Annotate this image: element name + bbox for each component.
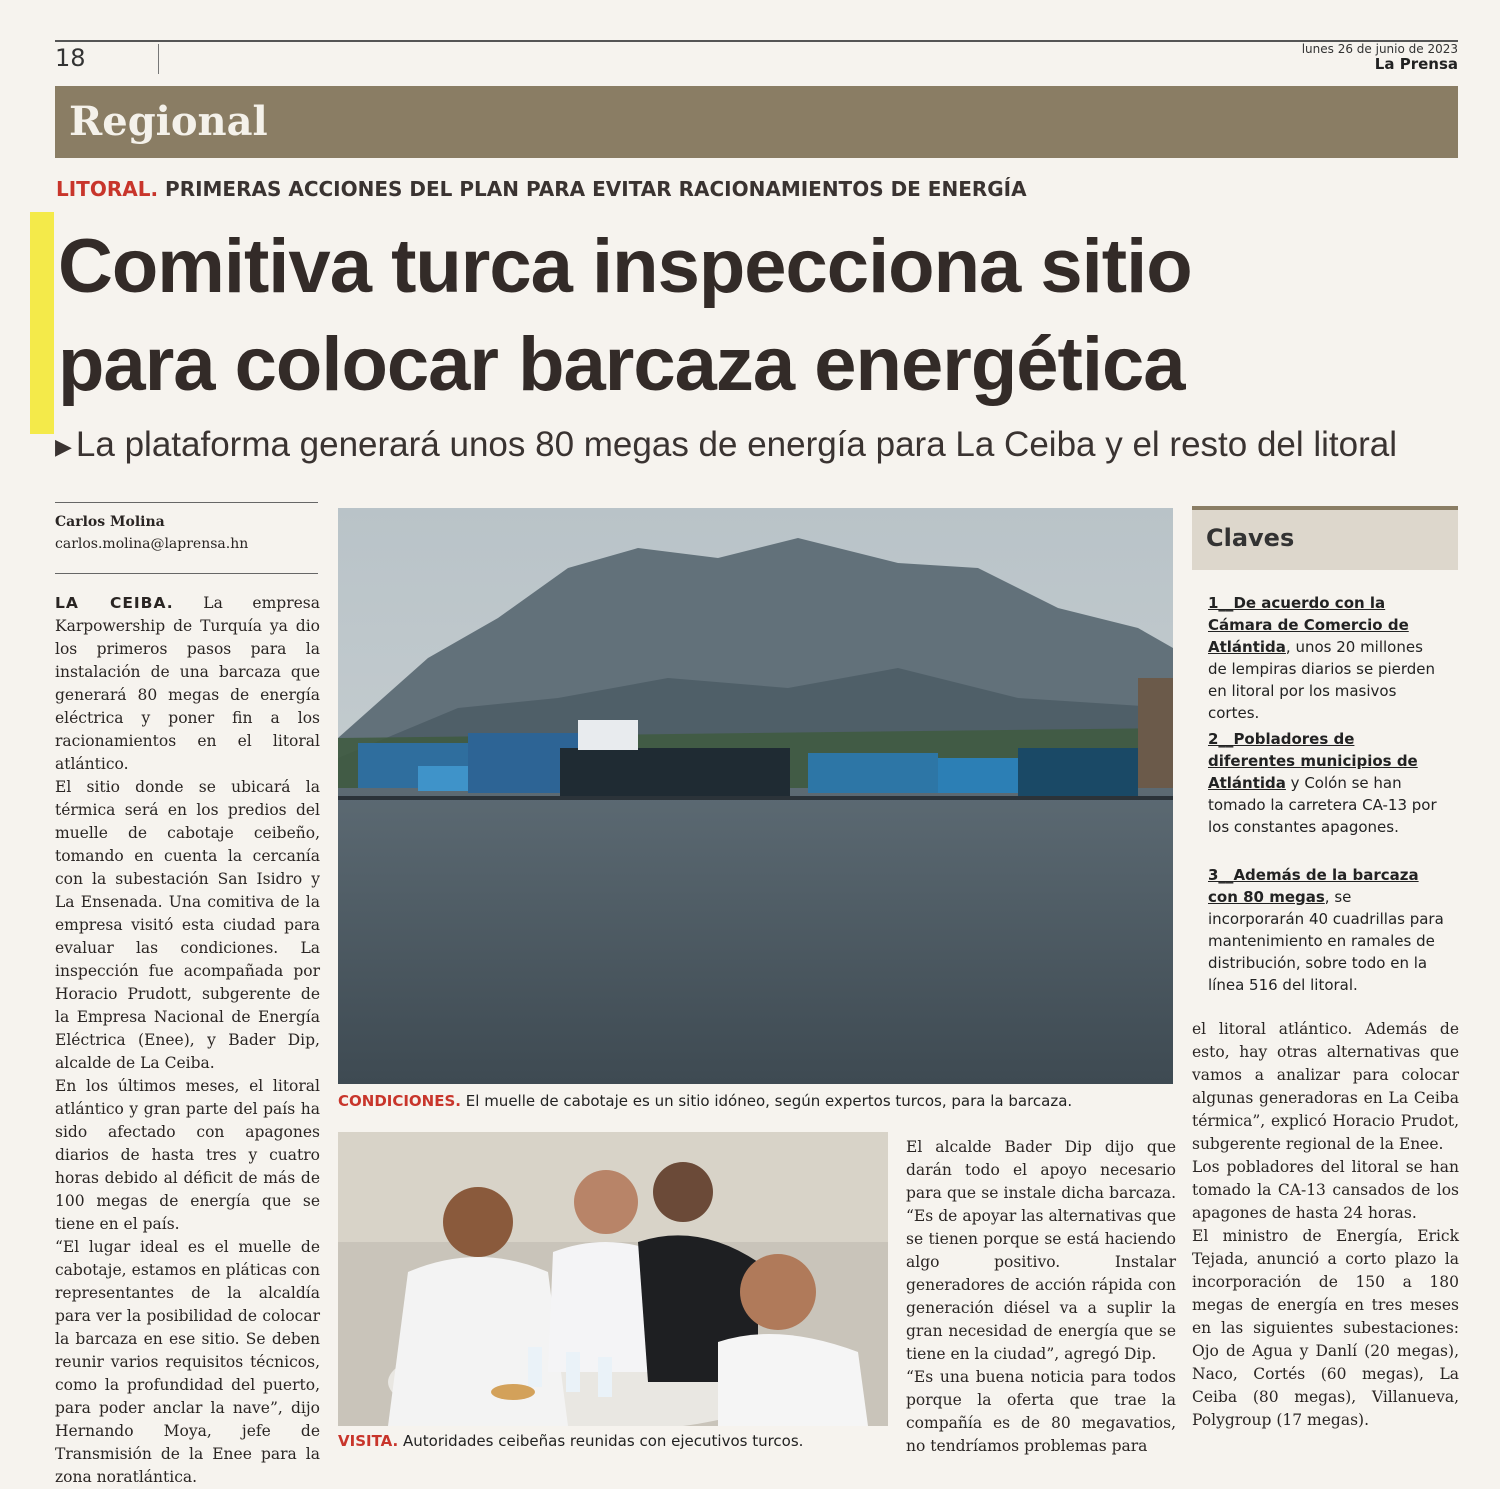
paragraph: El ministro de Energía, Erick Tejada, anunció a corto plazo la incorporación de 150 a 180 megas de energía en tres meses en las siguientes subestaciones: Ojo de Agua y Danlí (20 megas), Naco, Cortés (60 megas), La Ceiba (80 megas), Villanueva, Polygroup (17 megas). — [1192, 1227, 1459, 1429]
paragraph: el litoral atlántico. Además de esto, hay otras alternativas que vamos a analizar para colocar algunas generadoras en La Ceiba térmica”, explicó Horacio Prudot, subgerente regional de la Enee. — [1192, 1020, 1459, 1153]
author-email: carlos.molina@laprensa.hn — [55, 536, 249, 552]
highlighter-mark — [30, 212, 54, 434]
newspaper-name: La Prensa — [1374, 55, 1458, 73]
triangle-arrow-icon: ▶ — [55, 433, 72, 459]
clave-item — [1208, 728, 1444, 838]
kicker-text: PRIMERAS ACCIONES DEL PLAN PARA EVITAR RACIONAMIENTOS DE ENERGÍA — [165, 177, 1027, 201]
clave-text: , se incorporarán 40 cuadrillas para mantenimiento en ramales de distribución, sobre todo en la línea 516 del litoral. — [1208, 888, 1444, 994]
photo-caption-2 — [338, 1432, 803, 1450]
headline-line-1: Comitiva turca inspecciona sitio — [58, 224, 1192, 309]
meeting-photo — [338, 1132, 888, 1426]
clave-number: 2__ — [1208, 730, 1234, 748]
claves-title: Claves — [1206, 524, 1295, 552]
harbor-photo — [338, 508, 1173, 1084]
paragraph: El sitio donde se ubicará la térmica será en los predios del muelle de cabotaje ceibeño, tomando en cuenta la cercanía con la subestación San Isidro y La Ensenada. Una comitiva de la empresa visitó esta ciudad para evaluar las condiciones. La inspección fue acompañada por Horacio Prudott, subgerente de la Empresa Nacional de Energía Eléctrica (Enee), y Bader Dip, alcalde de La Ceiba. — [55, 778, 320, 1072]
deck-text: La plataforma generará unos 80 megas de energía para La Ceiba y el resto del litoral — [75, 425, 1398, 464]
deck — [55, 425, 1475, 465]
paragraph: Los pobladores del litoral se han tomado la CA-13 cansados de los apagones de hasta 24 horas. — [1192, 1158, 1459, 1222]
dateline: LA CEIBA. — [55, 594, 174, 612]
body-column-1 — [55, 592, 320, 1489]
clave-lead: Pobladores de diferentes municipios de Atlántida — [1208, 730, 1418, 792]
clave-text: , unos 20 millones de lempiras diarios se pierden en litoral por los masivos cortes. — [1208, 638, 1436, 722]
kicker — [56, 177, 1027, 201]
body-column-3 — [906, 1136, 1176, 1458]
byline-rule-top — [55, 502, 318, 503]
caption-label: CONDICIONES. — [338, 1092, 461, 1110]
caption-text: El muelle de cabotaje es un sitio idóneo, según expertos turcos, para la barcaza. — [465, 1092, 1073, 1110]
headline-line-2: para colocar barcaza energética — [58, 322, 1185, 407]
paragraph: “Es una buena noticia para todos porque la oferta que trae la compañía es de 80 megavatios, no tendríamos problemas para — [906, 1368, 1176, 1455]
page-number-divider — [158, 44, 159, 74]
clave-lead: De acuerdo con la Cámara de Comercio de Atlántida — [1208, 594, 1409, 656]
caption-text: Autoridades ceibeñas reunidas con ejecutivos turcos. — [403, 1432, 804, 1450]
top-rule — [55, 40, 1458, 42]
clave-item — [1208, 864, 1444, 996]
meeting-photo-image — [338, 1132, 888, 1426]
issue-date: lunes 26 de junio de 2023 — [1301, 42, 1458, 56]
paragraph: LA CEIBA. La empresa Karpowership de Turquía ya dio los primeros pasos para la instalación de una barcaza que generará 80 megas de energía eléctrica y poner fin a los racionamientos en el litoral atlántico. — [55, 594, 320, 773]
clave-lead: Además de la barcaza con 80 megas — [1208, 866, 1419, 906]
clave-number: 3__ — [1208, 866, 1234, 884]
author-name: Carlos Molina — [55, 514, 165, 530]
caption-label: VISITA. — [338, 1432, 399, 1450]
section-banner — [55, 86, 1458, 158]
page-number: 18 — [55, 44, 86, 72]
kicker-label: LITORAL. — [56, 177, 159, 201]
harbor-photo-image — [338, 508, 1173, 1084]
paragraph: En los últimos meses, el litoral atlántico y gran parte del país ha sido afectado con apagones diarios de hasta tres y cuatro horas debido al déficit de más de 100 megas de energía que se tiene en el país. — [55, 1077, 320, 1233]
body-column-4 — [1192, 1018, 1459, 1432]
paragraph: El alcalde Bader Dip dijo que darán todo el apoyo necesario para que se instale dicha barcaza. “Es de apoyar las alternativas que se tienen porque se está haciendo algo positivo. Instalar generadores de acción rápida con generación diésel va a suplir la gran necesidad de energía que se tiene en la ciudad”, agregó Dip. — [906, 1138, 1176, 1363]
photo-caption-1 — [338, 1092, 1072, 1110]
section-title: Regional — [69, 98, 268, 145]
headline — [58, 218, 1478, 414]
clave-number: 1__ — [1208, 594, 1234, 612]
paragraph: “El lugar ideal es el muelle de cabotaje, estamos en pláticas con representantes de la alcaldía para ver la posibilidad de colocar la barcaza en ese sitio. Se deben reunir varios requisitos técnicos, como la profundidad del puerto, para poder anclar la nave”, dijo Hernando Moya, jefe de Transmisión de la Enee para la zona noratlántica. — [55, 1238, 320, 1486]
clave-item — [1208, 592, 1444, 724]
clave-text: y Colón se han tomado la carretera CA-13 por los constantes apagones. — [1208, 774, 1437, 836]
claves-box-header — [1192, 506, 1458, 570]
byline-rule-bottom — [55, 573, 318, 574]
